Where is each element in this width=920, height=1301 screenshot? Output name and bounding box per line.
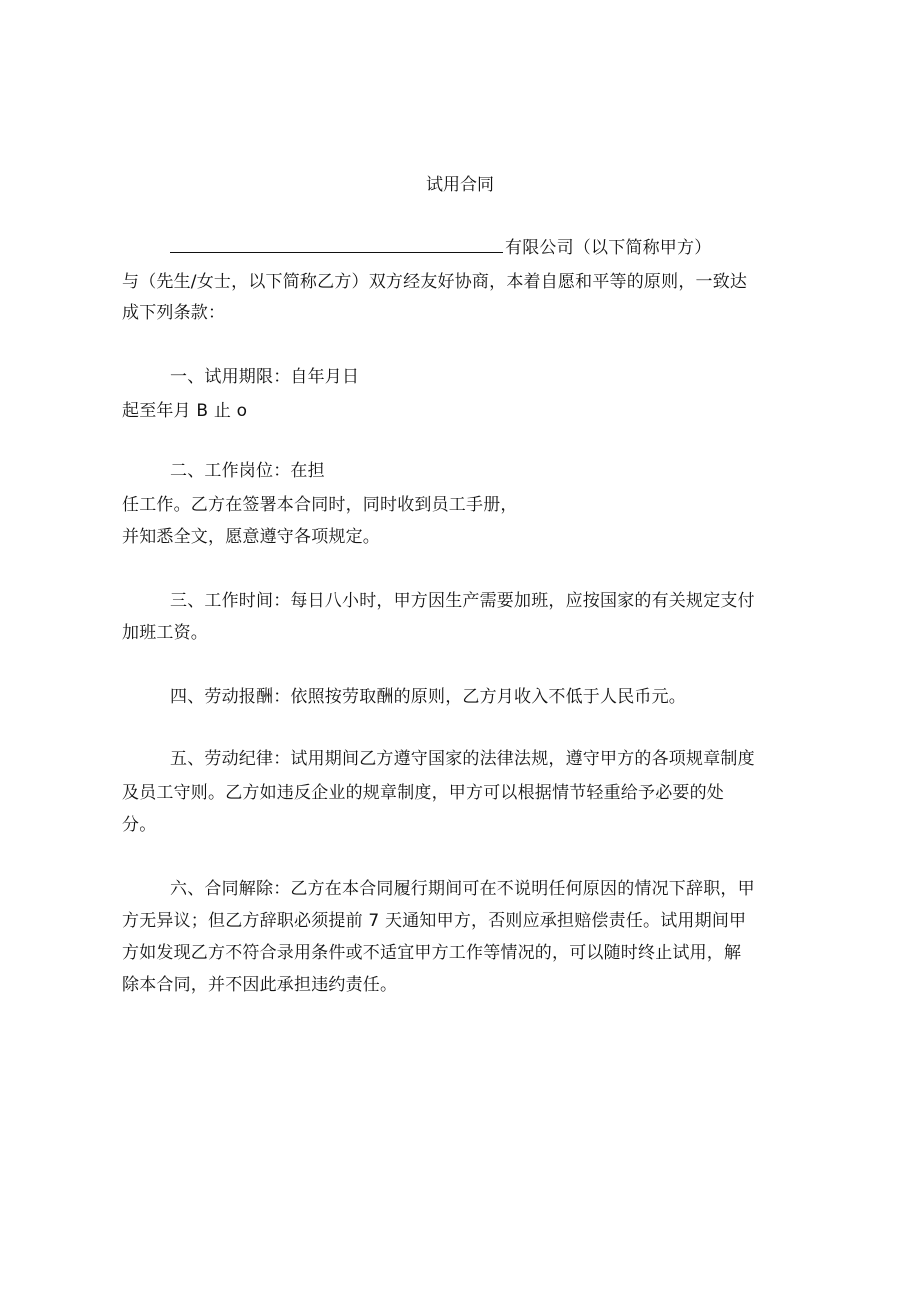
clause-6-line-2: 方无异议；但乙方辞职必须提前 7 天通知甲方，否则应承担赔偿责任。试用期间甲 <box>122 911 747 931</box>
intro-line-2: 与（先生/女士，以下简称乙方）双方经友好协商，本着自愿和平等的原则，一致达 <box>122 272 748 292</box>
company-name-blank[interactable] <box>170 236 503 253</box>
document-title: 试用合同 <box>426 175 494 195</box>
clause-6-line-3: 方如发现乙方不符合录用条件或不适宜甲方工作等情况的，可以随时终止试用，解 <box>122 943 742 963</box>
intro-line-1 <box>170 236 711 259</box>
clause-6-line-1: 六、合同解除：乙方在本合同履行期间可在不说明任何原因的情况下辞职，甲 <box>170 879 755 899</box>
clause-3-line-2: 加班工资。 <box>122 623 208 643</box>
company-suffix: 有限公司（以下简称甲方） <box>505 238 712 258</box>
clause-3-line-1: 三、工作时间：每日八小时，甲方因生产需要加班，应按国家的有关规定支付 <box>170 591 755 611</box>
clause-4-line-1: 四、劳动报酬：依照按劳取酬的原则，乙方月收入不低于人民币元。 <box>170 687 686 707</box>
clause-1-line-2: 起至年月 B 止 o <box>122 401 248 421</box>
clause-1-line-1: 一、试用期限：自年月日 <box>170 367 360 387</box>
clause-2-line-3: 并知悉全文，愿意遵守各项规定。 <box>122 527 380 547</box>
clause-2-line-2: 任工作。乙方在签署本合同时，同时收到员工手册， <box>122 495 518 515</box>
clause-5-line-3: 分。 <box>122 815 157 835</box>
clause-5-line-1: 五、劳动纪律：试用期间乙方遵守国家的法律法规，遵守甲方的各项规章制度 <box>170 749 755 769</box>
clause-2-line-1: 二、工作岗位：在担 <box>170 461 325 481</box>
intro-line-3: 成下列条款： <box>122 303 226 323</box>
clause-5-line-2: 及员工守则。乙方如违反企业的规章制度，甲方可以根据情节轻重给予必要的处 <box>122 783 724 803</box>
clause-6-line-4: 除本合同，并不因此承担违约责任。 <box>122 975 398 995</box>
